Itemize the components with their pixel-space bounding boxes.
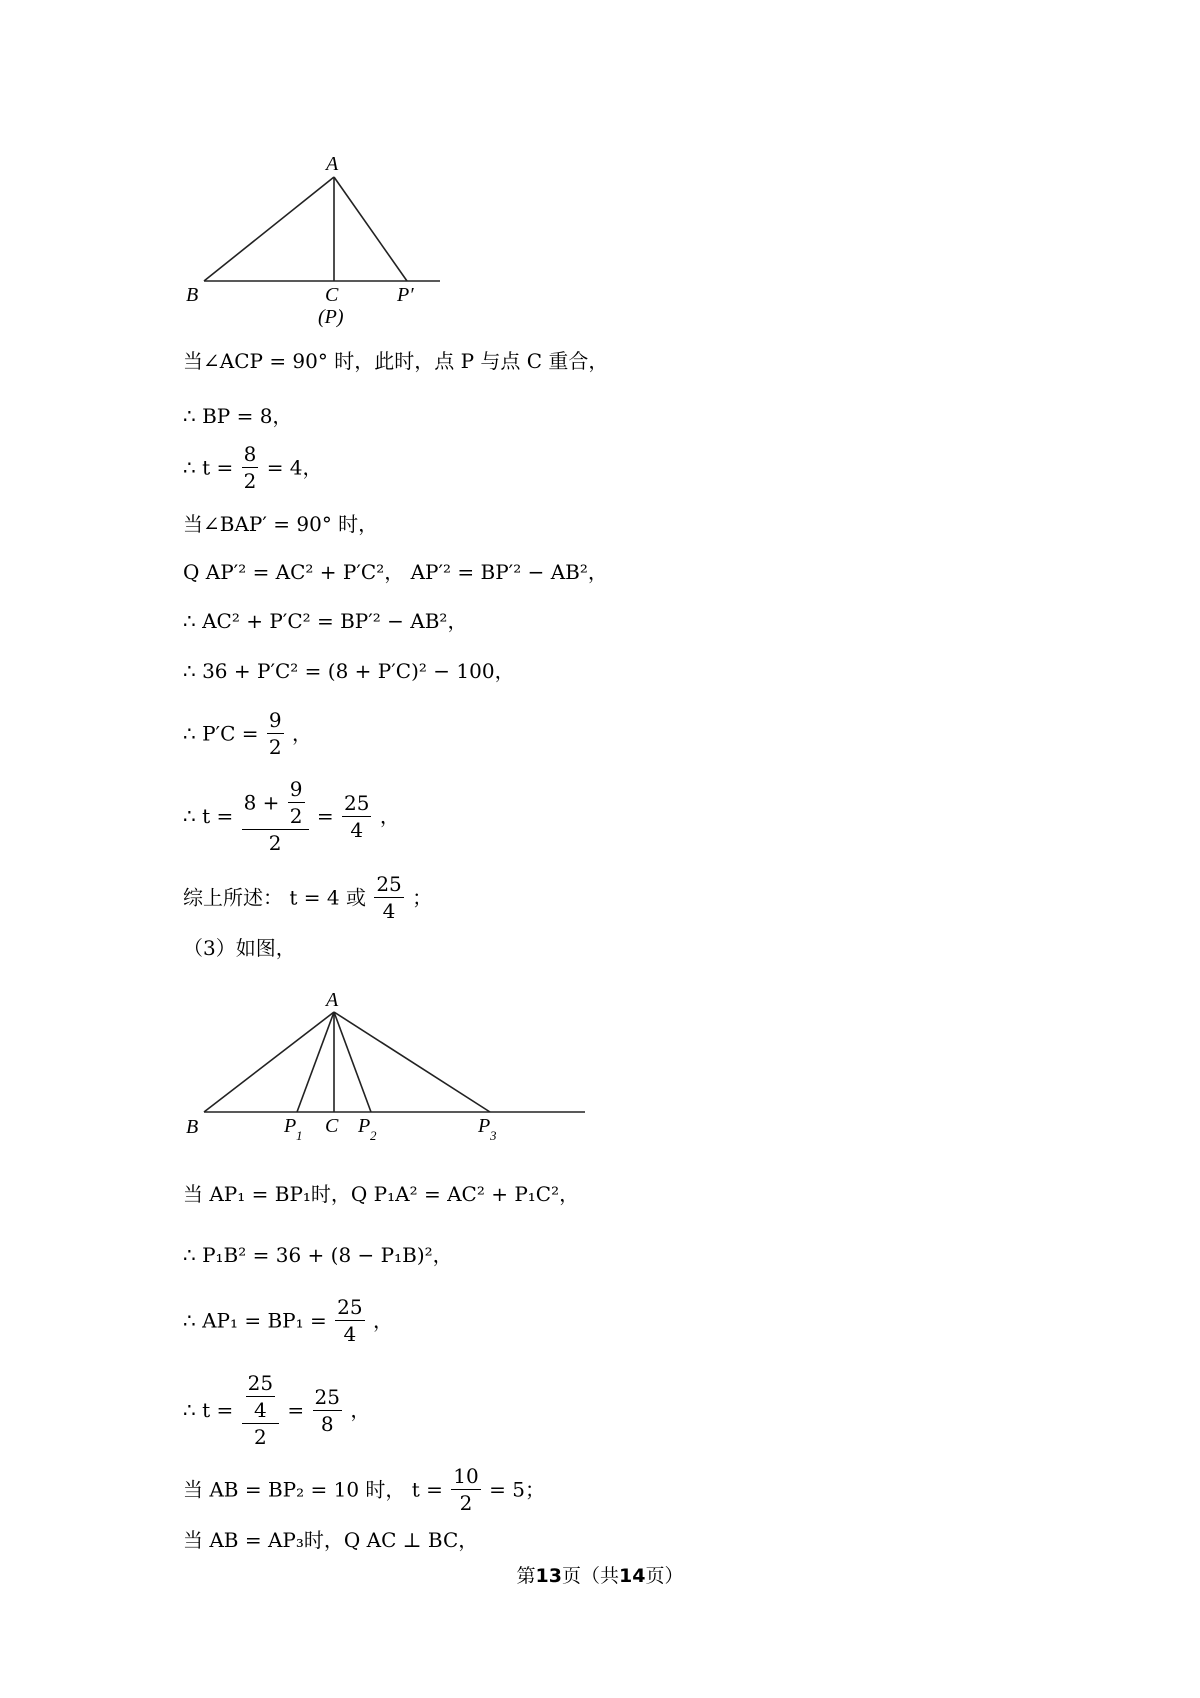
label-p1: P (284, 1115, 297, 1137)
line-1: 当∠ACP = 90° 时，此时，点 P 与点 C 重合， (183, 349, 609, 373)
line-15-eq: = (287, 1398, 305, 1422)
line-6: ∴ AC² + P′C² = BP′² − AB²， (183, 609, 468, 633)
label-b: B (186, 284, 199, 306)
label-c: C (325, 284, 339, 306)
label-p2: P (358, 1115, 371, 1137)
numerator: 25 (337, 1295, 363, 1319)
numerator: 9 (268, 708, 282, 732)
inner-fraction (246, 1370, 275, 1423)
line-8 (183, 707, 312, 760)
label-a: A (326, 989, 339, 1011)
line-15-post: ， (350, 1398, 371, 1422)
line-9-pre: ∴ t = (183, 804, 234, 828)
line-9 (183, 776, 400, 856)
label-p3: P (478, 1115, 491, 1137)
line-11: （3）如图， (183, 936, 296, 960)
label-b: B (186, 1116, 199, 1138)
line-16 (183, 1463, 545, 1516)
line-12: 当 AP₁ = BP₁时，Q P₁A² = AC² + P₁C²， (183, 1182, 580, 1206)
numerator-part: 8 + (243, 790, 280, 815)
fraction-25-over-4 (342, 790, 371, 843)
compound-numerator (242, 1370, 279, 1424)
segment-ab (204, 1012, 334, 1112)
compound-fraction (242, 1370, 279, 1450)
footer-mid: 页（共 (561, 1565, 619, 1587)
triangle-figure-2 (170, 980, 600, 1143)
line-9-post: ， (379, 804, 400, 828)
denominator: 2 (268, 831, 282, 855)
inner-numerator: 25 (247, 1371, 274, 1395)
line-16-post: = 5； (489, 1477, 545, 1502)
line-10-post: ； (412, 885, 433, 910)
numerator: 25 (376, 872, 402, 896)
line-10-pre: 综上所述： t = 4 或 (183, 885, 366, 910)
line-9-eq: = (316, 804, 334, 828)
footer-pre: 第 (516, 1565, 536, 1587)
denominator: 2 (243, 469, 257, 493)
numerator: 10 (453, 1464, 479, 1488)
numerator: 25 (344, 790, 370, 815)
line-8-post: ， (291, 721, 312, 746)
compound-numerator (242, 776, 309, 830)
line-10 (183, 871, 432, 924)
line-7: ∴ 36 + P′C² = (8 + P′C)² − 100， (183, 659, 515, 683)
segment-ap3 (334, 1012, 490, 1112)
total-pages-number: 14 (619, 1565, 646, 1587)
fraction-8-over-2 (242, 441, 259, 494)
page-footer (0, 1561, 1200, 1588)
line-15 (183, 1370, 370, 1450)
numerator: 25 (314, 1384, 340, 1409)
line-5: Q AP′² = AC² + P′C²， AP′² = BP′² − AB²， (183, 560, 608, 584)
line-14-post: ， (372, 1308, 393, 1333)
line-3-post: = 4， (266, 455, 323, 480)
label-p3-sub: 3 (490, 1128, 497, 1143)
label-a: A (326, 153, 339, 175)
denominator: 8 (320, 1411, 334, 1436)
line-3 (183, 441, 323, 494)
denominator: 4 (343, 1322, 357, 1346)
current-page-number: 13 (535, 1565, 562, 1587)
fraction-10-over-2 (451, 1463, 480, 1516)
footer-post: 页） (645, 1565, 684, 1587)
denominator: 2 (268, 735, 282, 759)
fraction-25-over-4 (335, 1294, 364, 1347)
segment-ap-prime (334, 177, 407, 281)
line-17: 当 AB = AP₃时，Q AC ⊥ BC， (183, 1528, 479, 1552)
line-2: ∴ BP = 8， (183, 404, 293, 428)
line-14 (183, 1294, 393, 1347)
line-16-pre: 当 AB = BP₂ = 10 时， t = (183, 1477, 443, 1502)
label-c: C (325, 1115, 339, 1137)
compound-fraction (242, 776, 309, 856)
line-4: 当∠BAP′ = 90° 时， (183, 512, 379, 536)
numerator: 8 (243, 442, 257, 466)
line-14-pre: ∴ AP₁ = BP₁ = (183, 1308, 327, 1333)
segment-ap2 (334, 1012, 371, 1112)
inner-denominator: 2 (289, 804, 303, 828)
denominator: 4 (350, 817, 364, 842)
triangle-figure-1 (170, 150, 460, 330)
line-3-pre: ∴ t = (183, 455, 234, 480)
line-8-pre: ∴ P′C = (183, 721, 259, 746)
label-p1-sub: 1 (296, 1128, 303, 1143)
label-p-paren: (P) (318, 306, 344, 328)
label-p2-sub: 2 (370, 1128, 377, 1143)
denominator: 2 (459, 1491, 473, 1515)
inner-denominator: 4 (253, 1398, 267, 1422)
denominator: 2 (253, 1425, 267, 1449)
denominator: 4 (382, 899, 396, 923)
inner-fraction (288, 776, 305, 829)
segment-ab (204, 177, 334, 281)
line-13: ∴ P₁B² = 36 + (8 − P₁B)²， (183, 1243, 453, 1267)
inner-numerator: 9 (289, 777, 303, 801)
label-p-prime: P′ (397, 284, 414, 306)
fraction-25-over-4 (374, 871, 403, 924)
fraction-9-over-2 (267, 707, 284, 760)
fraction-25-over-8 (313, 1384, 342, 1437)
line-15-pre: ∴ t = (183, 1398, 234, 1422)
